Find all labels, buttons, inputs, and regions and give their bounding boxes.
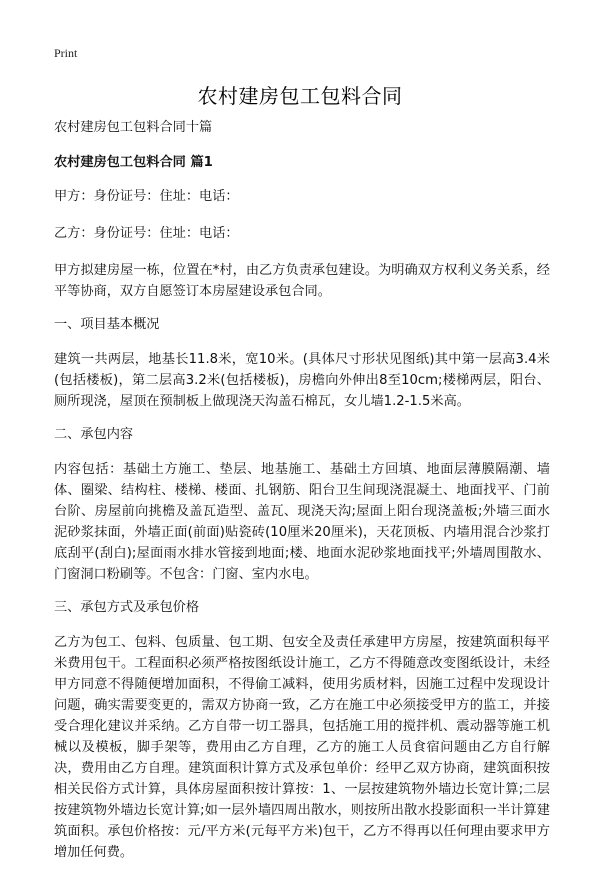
section-body-overview: 建筑一共两层，地基长11.8米，宽10米。(具体尺寸形状见图纸)其中第一层高3.4米(包括楼板)，第二层高3.2米(包括楼板)，房檐向外伸出8至10cm;楼梯两层，阳台、厕所现浇，屋顶在预制板上做现浇天沟盖石棉瓦，女儿墙1.2-1.5米高。 [54, 352, 550, 409]
print-label[interactable]: Print [54, 46, 78, 60]
section-body-scope: 内容包括：基础土方施工、垫层、地基施工、基础土方回填、地面层薄膜隔潮、墙体、圈梁、结构柱、楼梯、楼面、扎钢筋、阳台卫生间现浇混凝土、地面找平、门前台阶、房屋前向挑檐及盖瓦造型、盖瓦、现浇天沟;屋面上阳台现浇盖板;外墙三面水泥砂浆抹面，外墙正面(前面)贴瓷砖(10厘米20厘米)，天花顶板、内墙用混合沙浆打底刮平(刮白);屋面雨水排水管接到地面;楼、地面水泥砂浆地面找平;外墙周围散水、门窗洞口粉刷等。不包含：门窗、室内水电。 [54, 462, 550, 582]
article-title: 农村建房包工包料合同 篇1 [54, 155, 213, 170]
document-title: 农村建房包工包料合同 [197, 84, 403, 108]
section-heading-scope: 二、承包内容 [54, 427, 134, 442]
section-heading-overview: 一、项目基本概况 [54, 317, 160, 332]
intro-paragraph: 甲方拟建房屋一栋，位置在*村，由乙方负责承包建设。为明确双方权利义务关系，经平等协商，双方自愿签订本房屋建设承包合同。 [54, 263, 550, 299]
document-body [54, 117, 550, 875]
section-heading-pricing: 三、承包方式及承包价格 [54, 600, 200, 615]
section-body-pricing: 乙方为包工、包料、包质量、包工期、包安全及责任承建甲方房屋，按建筑面积每平米费用包干。工程面积必须严格按图纸设计施工，乙方不得随意改变图纸设计，未经甲方同意不得随便增加面积，不得偷工减料，使用劣质材料，因施工过程中发现设计问题，确实需要变更的，需双方协商一致，乙方在施工中必须接受甲方的监工，并接受合理化建议并采纳。乙方自带一切工器具，包括施工用的搅拌机、震动器等施工机械以及模板，脚手架等，费用由乙方自理，乙方的施工人员食宿问题由乙方自行解决，费用由乙方自理。建筑面积计算方式及承包单价：经甲乙双方协商，建筑面积按相关民俗方式计算，具体房屋面积按计算按：1、一层按建筑物外墙边长宽计算;二层按建筑物外墙边长宽计算;如一层外墙四周出散水，则按所出散水投影面积一半计算建筑面积。承包价格按：元/平方米(元每平方米)包干，乙方不得再以任何理由要求甲方增加任何费。 [54, 635, 550, 860]
party-a-line: 甲方：身份证号：住址：电话： [54, 189, 239, 204]
party-b-line: 乙方：身份证号：住址：电话： [54, 226, 239, 241]
document-subtitle: 农村建房包工包料合同十篇 [54, 120, 213, 135]
